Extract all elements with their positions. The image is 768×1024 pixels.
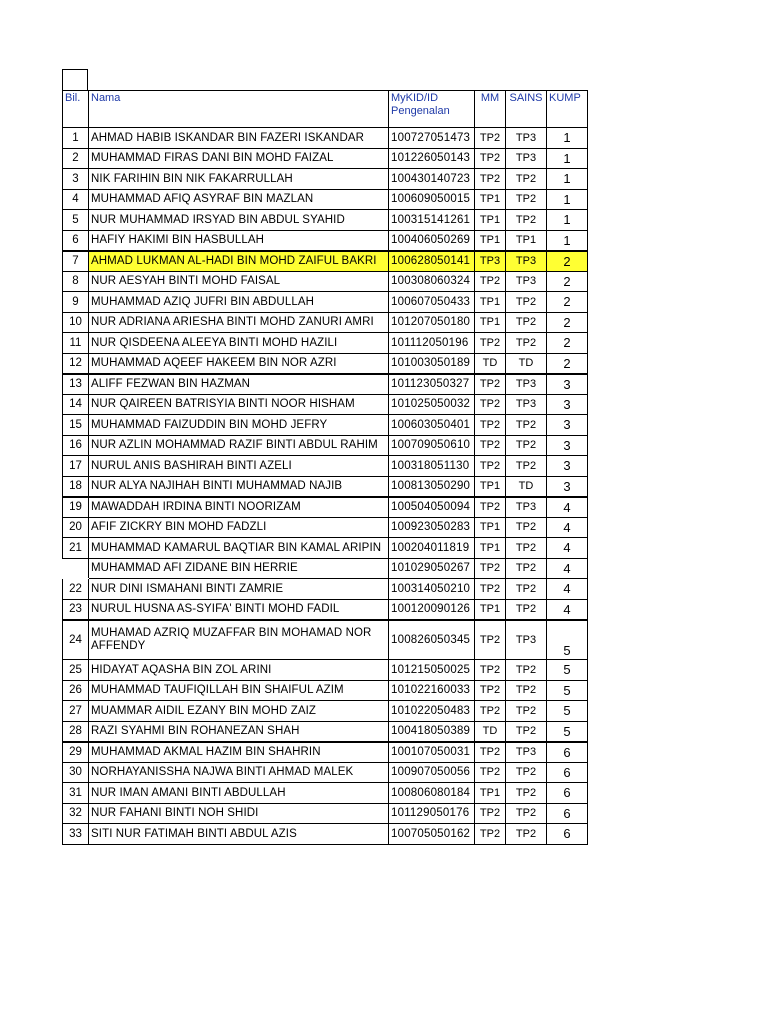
- table-row: [63, 538, 588, 559]
- cell-kump: 1: [547, 128, 588, 149]
- cell-kump: 3: [547, 435, 588, 456]
- cell-mykid: 101215050025: [389, 660, 475, 681]
- cell-sains: TP3: [506, 251, 547, 272]
- table-row: [63, 497, 588, 518]
- cell-bil: 24: [63, 620, 89, 660]
- table-row: [63, 394, 588, 415]
- cell-mykid: 100607050433: [389, 292, 475, 313]
- cell-mykid: 100603050401: [389, 415, 475, 436]
- cell-kump: 4: [547, 497, 588, 518]
- cell-mykid: 100406050269: [389, 230, 475, 251]
- cell-kump: 5: [547, 660, 588, 681]
- cell-mm: TP2: [475, 742, 506, 763]
- cell-bil: 17: [63, 456, 89, 477]
- cell-kump: 3: [547, 476, 588, 497]
- cell-nama: MUHAMMAD AKMAL HAZIM BIN SHAHRIN: [89, 742, 389, 763]
- table-row: [63, 230, 588, 251]
- cell-bil: [63, 558, 89, 579]
- header-bil: Bil.: [63, 91, 89, 128]
- cell-kump: 3: [547, 374, 588, 395]
- table-row: [63, 456, 588, 477]
- cell-mykid: 100727051473: [389, 128, 475, 149]
- cell-mm: TP1: [475, 476, 506, 497]
- cell-nama: HAFIY HAKIMI BIN HASBULLAH: [89, 230, 389, 251]
- cell-kump: 6: [547, 783, 588, 804]
- cell-sains: TP2: [506, 803, 547, 824]
- cell-mykid: 101003050189: [389, 353, 475, 374]
- cell-mm: TP1: [475, 538, 506, 559]
- cell-sains: TP2: [506, 456, 547, 477]
- cell-kump: 1: [547, 210, 588, 231]
- cell-sains: TP2: [506, 721, 547, 742]
- cell-bil: 14: [63, 394, 89, 415]
- cell-bil: 15: [63, 415, 89, 436]
- cell-bil: 5: [63, 210, 89, 231]
- cell-nama: NUR IMAN AMANI BINTI ABDULLAH: [89, 783, 389, 804]
- cell-mykid: 101123050327: [389, 374, 475, 395]
- cell-mykid: 100314050210: [389, 579, 475, 600]
- cell-kump: 4: [547, 517, 588, 538]
- cell-mm: TP2: [475, 680, 506, 701]
- cell-kump: 1: [547, 148, 588, 169]
- cell-sains: TP2: [506, 680, 547, 701]
- cell-mm: TP2: [475, 620, 506, 660]
- table-row: [63, 476, 588, 497]
- table-row: [63, 599, 588, 620]
- cell-bil: 32: [63, 803, 89, 824]
- cell-mykid: 100813050290: [389, 476, 475, 497]
- cell-nama: MUAMMAR AIDIL EZANY BIN MOHD ZAIZ: [89, 701, 389, 722]
- cell-nama: MUHAMMAD AFIQ ASYRAF BIN MAZLAN: [89, 189, 389, 210]
- table-row: [63, 128, 588, 149]
- cell-nama: NIK FARIHIN BIN NIK FAKARRULLAH: [89, 169, 389, 190]
- cell-mykid: 101112050196: [389, 333, 475, 354]
- cell-mykid: 100705050162: [389, 824, 475, 845]
- cell-sains: TP2: [506, 783, 547, 804]
- cell-bil: 16: [63, 435, 89, 456]
- cell-mykid: 101029050267: [389, 558, 475, 579]
- cell-sains: TP2: [506, 292, 547, 313]
- cell-sains: TP2: [506, 762, 547, 783]
- cell-mm: TP2: [475, 394, 506, 415]
- cell-kump: 5: [547, 680, 588, 701]
- cell-bil: 11: [63, 333, 89, 354]
- cell-mykid: 101022160033: [389, 680, 475, 701]
- cell-kump: 2: [547, 312, 588, 333]
- header-mykid: MyKID/ID Pengenalan: [389, 91, 475, 128]
- cell-sains: TP2: [506, 517, 547, 538]
- cell-mm: TP2: [475, 803, 506, 824]
- cell-nama: NUR AESYAH BINTI MOHD FAISAL: [89, 271, 389, 292]
- table-row: [63, 353, 588, 374]
- cell-mm: TD: [475, 721, 506, 742]
- cell-bil: 4: [63, 189, 89, 210]
- cell-mykid: 101022050483: [389, 701, 475, 722]
- cell-sains: TP2: [506, 189, 547, 210]
- cell-nama: NUR ADRIANA ARIESHA BINTI MOHD ZANURI AMRI: [89, 312, 389, 333]
- cell-mm: TP2: [475, 148, 506, 169]
- cell-mm: TP2: [475, 271, 506, 292]
- cell-mm: TP2: [475, 374, 506, 395]
- cell-nama: NUR QISDEENA ALEEYA BINTI MOHD HAZILI: [89, 333, 389, 354]
- table-row: [63, 189, 588, 210]
- table-row: [63, 435, 588, 456]
- cell-mm: TP1: [475, 312, 506, 333]
- table-row: [63, 783, 588, 804]
- table-row: [63, 148, 588, 169]
- cell-kump: 4: [547, 599, 588, 620]
- cell-nama: MUHAMMAD KAMARUL BAQTIAR BIN KAMAL ARIPIN: [89, 538, 389, 559]
- cell-mykid: 100107050031: [389, 742, 475, 763]
- cell-bil: 18: [63, 476, 89, 497]
- cell-mm: TP1: [475, 230, 506, 251]
- table-row: [63, 701, 588, 722]
- cell-bil: 19: [63, 497, 89, 518]
- table-row: [63, 660, 588, 681]
- cell-sains: TP2: [506, 701, 547, 722]
- cell-kump: 5: [547, 620, 588, 660]
- table-row: [63, 210, 588, 231]
- table-row: [63, 824, 588, 845]
- table-row: [63, 742, 588, 763]
- cell-mykid: 100504050094: [389, 497, 475, 518]
- cell-nama: NUR ALYA NAJIHAH BINTI MUHAMMAD NAJIB: [89, 476, 389, 497]
- table-row: [63, 251, 588, 272]
- cell-sains: TP3: [506, 128, 547, 149]
- table-row: [63, 271, 588, 292]
- cell-sains: TP2: [506, 824, 547, 845]
- cell-nama: ALIFF FEZWAN BIN HAZMAN: [89, 374, 389, 395]
- table-row: [63, 762, 588, 783]
- cell-mm: TP1: [475, 189, 506, 210]
- cell-nama: MUHAMMAD FAIZUDDIN BIN MOHD JEFRY: [89, 415, 389, 436]
- table-row: [63, 680, 588, 701]
- cell-mykid: 100204011819: [389, 538, 475, 559]
- header-row: [63, 91, 588, 128]
- table-row: [63, 803, 588, 824]
- cell-sains: TP2: [506, 333, 547, 354]
- cell-nama: NUR FAHANI BINTI NOH SHIDI: [89, 803, 389, 824]
- cell-kump: 5: [547, 721, 588, 742]
- cell-mm: TP2: [475, 701, 506, 722]
- cell-nama: RAZI SYAHMI BIN ROHANEZAN SHAH: [89, 721, 389, 742]
- cell-kump: 2: [547, 292, 588, 313]
- cell-bil: 2: [63, 148, 89, 169]
- cell-sains: TP2: [506, 415, 547, 436]
- cell-bil: 23: [63, 599, 89, 620]
- cell-mykid: 101025050032: [389, 394, 475, 415]
- cell-mm: TD: [475, 353, 506, 374]
- cell-bil: 8: [63, 271, 89, 292]
- cell-mm: TP1: [475, 210, 506, 231]
- cell-bil: 1: [63, 128, 89, 149]
- cell-mm: TP1: [475, 783, 506, 804]
- cell-kump: 6: [547, 742, 588, 763]
- cell-sains: TP1: [506, 230, 547, 251]
- cell-bil: 3: [63, 169, 89, 190]
- cell-bil: 21: [63, 538, 89, 559]
- cell-mm: TP2: [475, 762, 506, 783]
- cell-kump: 3: [547, 394, 588, 415]
- table-row: [63, 169, 588, 190]
- cell-mykid: 100418050389: [389, 721, 475, 742]
- cell-sains: TP2: [506, 210, 547, 231]
- cell-kump: 3: [547, 456, 588, 477]
- table-row: [63, 721, 588, 742]
- cell-sains: TP2: [506, 579, 547, 600]
- cell-mykid: 100709050610: [389, 435, 475, 456]
- cell-nama: NUR MUHAMMAD IRSYAD BIN ABDUL SYAHID: [89, 210, 389, 231]
- top-empty-cell: [62, 69, 88, 91]
- cell-mykid: 100826050345: [389, 620, 475, 660]
- cell-mm: TP2: [475, 415, 506, 436]
- cell-nama: MAWADDAH IRDINA BINTI NOORIZAM: [89, 497, 389, 518]
- cell-bil: 31: [63, 783, 89, 804]
- table-row: [63, 415, 588, 436]
- cell-bil: 22: [63, 579, 89, 600]
- table-row: [63, 374, 588, 395]
- cell-bil: 30: [63, 762, 89, 783]
- cell-sains: TP2: [506, 538, 547, 559]
- table-row: [63, 558, 588, 579]
- cell-bil: 10: [63, 312, 89, 333]
- cell-mm: TP2: [475, 128, 506, 149]
- cell-mm: TP1: [475, 599, 506, 620]
- cell-mm: TP1: [475, 517, 506, 538]
- cell-nama: MUHAMMAD FIRAS DANI BIN MOHD FAIZAL: [89, 148, 389, 169]
- cell-bil: 28: [63, 721, 89, 742]
- cell-bil: 26: [63, 680, 89, 701]
- header-kump: KUMP: [547, 91, 588, 128]
- cell-mykid: 101207050180: [389, 312, 475, 333]
- cell-sains: TP2: [506, 660, 547, 681]
- student-table: [62, 90, 588, 845]
- cell-sains: TP3: [506, 620, 547, 660]
- cell-kump: 6: [547, 803, 588, 824]
- cell-kump: 4: [547, 558, 588, 579]
- cell-nama: NORHAYANISSHA NAJWA BINTI AHMAD MALEK: [89, 762, 389, 783]
- table-row: [63, 292, 588, 313]
- cell-kump: 2: [547, 271, 588, 292]
- cell-mykid: 100120090126: [389, 599, 475, 620]
- cell-mm: TP2: [475, 333, 506, 354]
- cell-mm: TP2: [475, 824, 506, 845]
- cell-bil: 33: [63, 824, 89, 845]
- cell-mm: TP2: [475, 456, 506, 477]
- cell-nama: NURUL HUSNA AS-SYIFA' BINTI MOHD FADIL: [89, 599, 389, 620]
- cell-mm: TP2: [475, 169, 506, 190]
- cell-kump: 2: [547, 333, 588, 354]
- cell-sains: TP3: [506, 271, 547, 292]
- cell-mykid: 100806080184: [389, 783, 475, 804]
- cell-bil: 9: [63, 292, 89, 313]
- cell-kump: 2: [547, 251, 588, 272]
- cell-sains: TP3: [506, 374, 547, 395]
- table-row: [63, 517, 588, 538]
- cell-sains: TP2: [506, 558, 547, 579]
- cell-sains: TP2: [506, 435, 547, 456]
- cell-nama: AFIF ZICKRY BIN MOHD FADZLI: [89, 517, 389, 538]
- cell-kump: 1: [547, 169, 588, 190]
- cell-sains: TP3: [506, 497, 547, 518]
- cell-kump: 1: [547, 189, 588, 210]
- header-mm: MM: [475, 91, 506, 128]
- cell-mykid: 100318051130: [389, 456, 475, 477]
- cell-nama: NUR DINI ISMAHANI BINTI ZAMRIE: [89, 579, 389, 600]
- cell-nama: MUHAMMAD AZIQ JUFRI BIN ABDULLAH: [89, 292, 389, 313]
- cell-nama: MUHAMMAD TAUFIQILLAH BIN SHAIFUL AZIM: [89, 680, 389, 701]
- cell-bil: 25: [63, 660, 89, 681]
- header-nama: Nama: [89, 91, 389, 128]
- cell-sains: TP3: [506, 394, 547, 415]
- cell-mykid: 100923050283: [389, 517, 475, 538]
- cell-kump: 5: [547, 701, 588, 722]
- cell-kump: 4: [547, 579, 588, 600]
- table-row: [63, 579, 588, 600]
- cell-nama: MUHAMAD AZRIQ MUZAFFAR BIN MOHAMAD NOR AFFENDY: [89, 620, 389, 660]
- cell-kump: 3: [547, 415, 588, 436]
- cell-kump: 6: [547, 824, 588, 845]
- cell-mm: TP2: [475, 660, 506, 681]
- cell-nama: NUR AZLIN MOHAMMAD RAZIF BINTI ABDUL RAHIM: [89, 435, 389, 456]
- cell-bil: 12: [63, 353, 89, 374]
- cell-kump: 4: [547, 538, 588, 559]
- cell-sains: TP2: [506, 312, 547, 333]
- cell-mykid: 101226050143: [389, 148, 475, 169]
- cell-nama: NURUL ANIS BASHIRAH BINTI AZELI: [89, 456, 389, 477]
- cell-sains: TP2: [506, 169, 547, 190]
- cell-nama: AHMAD LUKMAN AL-HADI BIN MOHD ZAIFUL BAKRI: [89, 251, 389, 272]
- cell-bil: 7: [63, 251, 89, 272]
- cell-sains: TD: [506, 353, 547, 374]
- header-sains: SAINS: [506, 91, 547, 128]
- cell-kump: 1: [547, 230, 588, 251]
- cell-mykid: 100308060324: [389, 271, 475, 292]
- cell-mm: TP2: [475, 579, 506, 600]
- cell-bil: 27: [63, 701, 89, 722]
- cell-mykid: 100315141261: [389, 210, 475, 231]
- cell-mm: TP2: [475, 558, 506, 579]
- cell-sains: TP3: [506, 148, 547, 169]
- cell-nama: AHMAD HABIB ISKANDAR BIN FAZERI ISKANDAR: [89, 128, 389, 149]
- table-row: [63, 333, 588, 354]
- cell-mm: TP2: [475, 435, 506, 456]
- table-row: [63, 312, 588, 333]
- cell-sains: TP3: [506, 742, 547, 763]
- cell-sains: TD: [506, 476, 547, 497]
- cell-mm: TP1: [475, 292, 506, 313]
- cell-mykid: 100430140723: [389, 169, 475, 190]
- cell-kump: 6: [547, 762, 588, 783]
- cell-bil: 6: [63, 230, 89, 251]
- cell-nama: SITI NUR FATIMAH BINTI ABDUL AZIS: [89, 824, 389, 845]
- cell-bil: 20: [63, 517, 89, 538]
- cell-mm: TP3: [475, 251, 506, 272]
- cell-mykid: 100628050141: [389, 251, 475, 272]
- cell-nama: NUR QAIREEN BATRISYIA BINTI NOOR HISHAM: [89, 394, 389, 415]
- cell-bil: 29: [63, 742, 89, 763]
- cell-kump: 2: [547, 353, 588, 374]
- table-row: [63, 620, 588, 660]
- cell-mykid: 100907050056: [389, 762, 475, 783]
- cell-mykid: 101129050176: [389, 803, 475, 824]
- cell-mm: TP2: [475, 497, 506, 518]
- cell-sains: TP2: [506, 599, 547, 620]
- cell-bil: 13: [63, 374, 89, 395]
- cell-nama: MUHAMMAD AFI ZIDANE BIN HERRIE: [89, 558, 389, 579]
- cell-nama: MUHAMMAD AQEEF HAKEEM BIN NOR AZRI: [89, 353, 389, 374]
- cell-mykid: 100609050015: [389, 189, 475, 210]
- cell-nama: HIDAYAT AQASHA BIN ZOL ARINI: [89, 660, 389, 681]
